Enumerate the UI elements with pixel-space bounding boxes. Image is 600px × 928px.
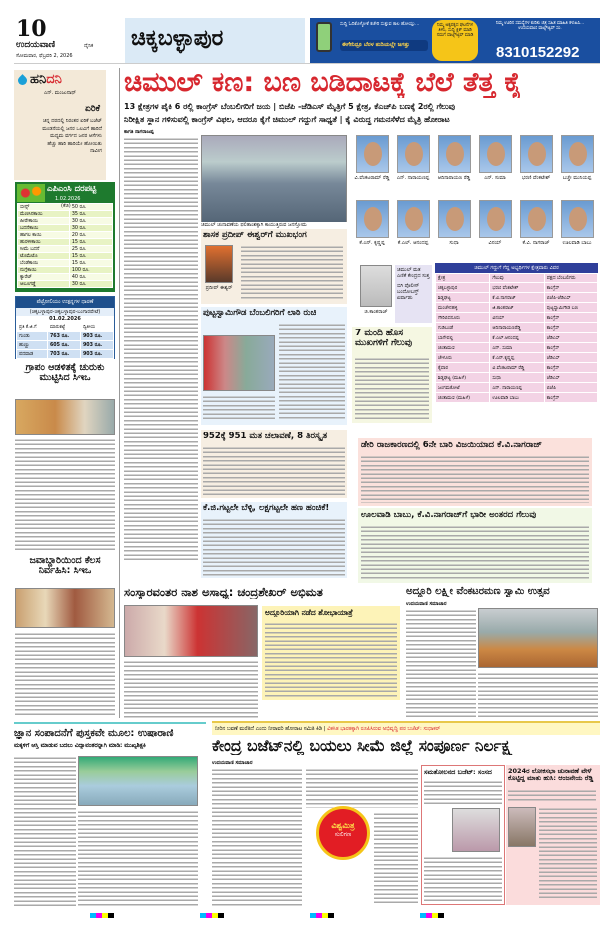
- results-cell: ಎನ್. ಸುಮಾ: [490, 343, 544, 353]
- bullet-item: ಬಿಗಿ ಪೊಲೀಸ್ ಬಂದೋಬಸ್ತ್ ಏರ್ಪಾಡು: [397, 283, 420, 301]
- results-cell: ಬಾಗೇಪಲ್ಲಿ: [436, 333, 490, 343]
- results-header: ಕ್ಷೇತ್ರ: [436, 274, 490, 283]
- results-cell: ಮಂಚೇನಹಳ್ಳಿ: [436, 303, 490, 313]
- winner-name: ಕೆ.ಎಲ್. ಆನಂದಪ್ಪ: [397, 240, 429, 246]
- winner-photo: [356, 135, 389, 173]
- apmc-table: [17, 203, 113, 288]
- crowd-photo-caption: ಚಿಮುಲ್ ಚುನಾವಣೆಯ ಫಲಿತಾಂಶಕ್ಕಾಗಿ ಕಾಯುತ್ತಿರುವ ಜನಸ್ತೋಮ: [201, 222, 347, 228]
- petrol-subtitle: (ಚಿಕ್ಕಬಳ್ಳಾಪುರ-ಚಿಕ್ಕಬಳ್ಳಾಪುರ-ಬಂಗಾರಪೇಟೆ): [29, 309, 101, 315]
- procession-box: [262, 606, 400, 700]
- apmc-date: 1.02.2026: [55, 196, 81, 202]
- winner-photo: [438, 135, 471, 173]
- winner-name: ಸುಧಾ: [449, 240, 459, 246]
- winner-photo: [561, 135, 594, 173]
- lead-headline: [124, 68, 522, 98]
- right-story2-body: [361, 455, 589, 503]
- petrol-header: ಪ್ರತಿ ಕೆ.ಜಿ.ಗೆ: [17, 323, 48, 332]
- results-cell: ಜೆಡಿಎಸ್: [544, 373, 597, 383]
- winner-name: ಎನ್. ನಾರಾಯಣಪ್ಪ: [396, 175, 430, 181]
- vegetable-price: 30 ರೂ.: [69, 281, 112, 288]
- budget-body: [212, 768, 302, 906]
- results-cell: ಕಾಂಗ್ರೆಸ್: [544, 313, 597, 323]
- vegetable-price: 25 ರೂ.: [69, 246, 112, 253]
- anjaneya-reddy-photo: [508, 807, 536, 847]
- left-story1-title: ಗ್ರಾಪಂ ಆಡಳಿತಕ್ಕೆ ಚುರುಕು ಮುಟ್ಟಿಸಿದ ಸಿಇಒ: [25, 363, 105, 384]
- anjaneya-reddy-box: [506, 765, 600, 905]
- budget-byline: ಉದಯವಾಣಿ ಸಮಾಚಾರ: [212, 760, 253, 766]
- right-story1-body: [355, 357, 429, 419]
- edition-tag: ದೈನಿಕ: [84, 43, 94, 49]
- results-cell: ಕೆ.ಎನ್.ಕೃಷ್ಣಪ್ಪ: [490, 353, 544, 363]
- results-row: [436, 323, 598, 333]
- author: ಎನ್. ಮಂಜುನಾಥ್: [44, 90, 77, 96]
- results-cell: ಕಾಂಗ್ರೆಸ್: [544, 323, 597, 333]
- center-story1: [201, 229, 347, 304]
- apmc-row: [18, 260, 113, 267]
- winner-photo: [520, 135, 553, 173]
- ceo-meeting-photo: [15, 399, 115, 435]
- middle-story2-body-2: [478, 672, 598, 718]
- vegetable-name: ಟೊಮೆಟೊ: [18, 253, 70, 260]
- lead-headline-main: ಚಿಮುಲ್ ಕಣ: ಬಣ ಬಡಿದಾಟಕ್ಕೆ ಬೆಲೆ ತೆತ್ತ: [124, 68, 505, 98]
- vegetable-name: ಕ್ಯಾರೆಟ್: [18, 274, 70, 281]
- winner-photo: [561, 200, 594, 238]
- vegetable-name: ಹಾಗಲ ಕಾಯಿ: [18, 232, 70, 239]
- petrol-cell: 903 ರೂ.: [80, 332, 113, 341]
- budget-strap: [212, 721, 600, 735]
- vegetable-price: 20 ರೂ.: [69, 232, 112, 239]
- vegetable-name: ಬದನೆಕಾಯಿ: [18, 225, 70, 232]
- lead-byline: ಕಾಗತಿ ನಾಗರಾಜಪ್ಪ: [124, 129, 154, 135]
- ad-right-text: ನಿಮ್ಮ ಊರಿನ ಸಮಸ್ಯೆಗಳ ಕುರಿತು ಚಿತ್ರ ಸಹಿತ ಮಾಹಿತಿ ಕಳುಹಿಸಿ... ಉದಯವಾಣಿ ವಾಟ್ಸ್ಆ್ಯಪ್ ಸಂ.: [495, 21, 585, 31]
- brand-b: ದನಿ: [46, 72, 62, 87]
- pradeep-eshwar-photo: [205, 245, 233, 283]
- vishwamitra-badge: [316, 806, 370, 860]
- students-photo: [78, 756, 198, 806]
- vegetable-name: ಹೀರೇಕಾಯಿ: [18, 218, 70, 225]
- vegetable-price: 50 ರೂ.: [69, 204, 112, 211]
- vegetable-name: ಸೀಮೆ ಬದನೆ: [18, 246, 70, 253]
- results-table: [435, 263, 598, 403]
- results-cell: ಚಿಕ್ಕಬಳ್ಳಾಪುರ: [436, 283, 490, 293]
- results-cell: ಕೈವಾರ: [436, 363, 490, 373]
- poem-body: ಚಿನ್ನ ದರದಲ್ಲಿ ನಿರಂತರ ಏರಿಕೆ ಬಜೆಟ್ ಮಂಡನೆಯಲ್ಲಿ ಜನರ ಒಲವಿಗೆ ಹಾರಿದೆ ಮಧ್ಯಮ ವರ್ಗದ ಜನರ ಆಸೆಗಳು ಹೆಚ್ಚು ಹಾರಿ ಹಾರಿಯೇ ಹೋಯಿತು ನಾವೀಗ: [42, 118, 102, 154]
- procession-box-body: [265, 622, 397, 698]
- color-registration-bar: [90, 913, 510, 918]
- column-rule: [119, 68, 120, 718]
- anjaneya-reddy-body-2: [539, 807, 597, 901]
- vegetables-image: [17, 184, 45, 202]
- winner-name: ವಿ.ವೆಂಕಟರಾಮ್ ರೆಡ್ಡಿ: [354, 175, 390, 181]
- winner-photo: [397, 200, 430, 238]
- bottom-left-subtitle: ಮಕ್ಕಳಿಗೆ ಆಸ್ತಿ ಮಾಡುವ ಬದಲು ವಿದ್ಯಾವಂತರನ್ನಾಗಿ ಮಾಡಿ: ಮುಖ್ಯಶಿಕ್ಷಕಿ: [14, 743, 146, 749]
- vegetable-name: ನುಗ್ಗೆಕಾಯಿ: [18, 267, 70, 274]
- petrol-cell: 903 ರೂ.: [80, 341, 113, 350]
- right-story3-body: [361, 525, 589, 580]
- results-cell: ಶಿಡ್ಲಘಟ್ಟ (ಮಹಿಳೆ): [436, 373, 490, 383]
- winner-photo: [479, 200, 512, 238]
- police-lathi-photo: [203, 335, 275, 391]
- vegetable-name: ಹುರಳೀಕಾಯಿ: [18, 239, 70, 246]
- results-row: [436, 303, 598, 313]
- results-row: [436, 383, 598, 393]
- results-cell: ವಿನಯ್: [490, 313, 544, 323]
- petrol-header: ದ್ವಿತೀಯ: [80, 323, 113, 332]
- lead-subhead1: 13 ಕ್ಷೇತ್ರಗಳ ಪೈಕಿ 6 ರಲ್ಲಿ ಕಾಂಗ್ರೆಸ್ ಬೆಂಬಲಿಗರಿಗೆ ಜಯ | ಬಿಜೆಪಿ -ಜೆಡಿಎಸ್ ಮೈತ್ರಿಗೆ 5 ಕ್ಷೇತ್ರ, ಕೆಎಚ್‌ಪಿ ಬಣಕ್ಕೆ 2ರಲ್ಲಿ ಗೆಲುವು: [124, 103, 456, 111]
- results-row: [436, 393, 598, 403]
- results-cell: ಸುಧಾ: [490, 373, 544, 383]
- winner-photo: [356, 200, 389, 238]
- hani-dani-column: [14, 70, 106, 180]
- right-story1: [352, 327, 432, 423]
- results-cell: ಗುಡಿಬಂಡೆ: [436, 323, 490, 333]
- petrol-date: 01.02.2026: [16, 316, 114, 322]
- winner-name: ಎನ್. ಸುಮಾ: [484, 175, 506, 181]
- apmc-row: [18, 225, 113, 232]
- right-story3: [358, 508, 592, 583]
- winner-photo: [438, 200, 471, 238]
- petrol-cell: 763 ರೂ.: [47, 332, 80, 341]
- apmc-row: [18, 274, 113, 281]
- strap-text: ನೀರಿನ ಬವಣೆ ಮರೆತಿದೆ ಎಂದು ನೀರಾವರಿ ಹೋರಾಟ ಸಮಿತಿ ಕಿಡಿ |: [215, 726, 328, 732]
- lead-subhead2: ನಿರೀಕ್ಷಿತ ಸ್ಥಾನ ಗಳಿಸುವಲ್ಲಿ ಕಾಂಗ್ರೆಸ್ ವಿಫಲ, ಆದರೂ ಕೈಗೆ ಚಿಮುಲ್ ಗದ್ದುಗೆ ಸಾಧ್ಯತೆ | ಕೈ ವಿರುದ್ಧ ಗಮನಸೆಳೆದ ಮೈತ್ರಿ ಹೋರಾಟ: [124, 116, 450, 124]
- winner-photo: [479, 135, 512, 173]
- results-cell: ಭರಣಿ ವೆಂಕಟೇಶ್: [490, 283, 544, 293]
- balanced-budget-body-2: [424, 856, 502, 902]
- kantharaj-photo: [360, 265, 392, 307]
- apmc-row: [18, 239, 113, 246]
- apmc-row: [18, 253, 113, 260]
- results-cell: ಆದಿನಾರಾಯಣರೆಡ್ಡಿ: [490, 323, 544, 333]
- lead-headline-accent: ಕೈ: [504, 68, 523, 98]
- results-row: [436, 333, 598, 343]
- center-story2-body-2: [203, 395, 275, 421]
- crowd-photo: [201, 135, 347, 223]
- budget-main-title: ಕೇಂದ್ರ ಬಜೆಟ್‌ನಲ್ಲಿ ಬಯಲು ಸೀಮೆ ಜಿಲ್ಲೆ ಸಂಪೂರ್ಣ ನಿರ್ಲಕ್ಷ್ಯ: [212, 738, 513, 755]
- vegetable-price: 15 ರೂ.: [69, 253, 112, 260]
- results-cell: ಕಾಂಗ್ರೆಸ್: [544, 363, 597, 373]
- center-story4-body: [203, 518, 345, 576]
- winner-name: ವಿನಯ್: [488, 240, 502, 246]
- results-cell: ಚಿಂತಾಮಣಿ: [436, 343, 490, 353]
- ad-line1: ಸುದ್ದಿ ಓದಿಕೊಳ್ಳೋಕೆ ಕಚೇರಿ ಸುತ್ತುವ ಕಾಲ ಹೋಯ್ತು...: [340, 22, 420, 27]
- center-story3-title: 952ಕ್ಕೆ 951 ಮತ ಚಲಾವಣೆ, 8 ತಿರಸ್ಕೃತ: [203, 432, 328, 441]
- right-story3-title: ಊಲವಾಡಿ ಬಾಬು, ಕೆ.ವಿ.ನಾಗರಾಜ್‌ಗೆ ಭಾರೀ ಅಂತರದ ಗೆಲುವು: [361, 511, 537, 520]
- petrol-row: [17, 350, 114, 359]
- page-header: [14, 18, 600, 64]
- left-story1-body: [15, 438, 115, 553]
- results-header: ಪಕ್ಷದ ಬೆಂಬಲಿಗರು: [544, 274, 597, 283]
- middle-story2-byline: ಉದಯವಾಣಿ ಸಮಾಚಾರ: [406, 601, 447, 607]
- center-story4-title: ಕೆ.ಜಿ.ಗಟ್ಟಲೇ ಬೆಳ್ಳಿ, ಲಕ್ಷಗಟ್ಟಲೇ ಹಣ ಹಂಚಿಕೆ!: [203, 504, 330, 513]
- bottom-left-title: ಜ್ಞಾನ ಸಂಪಾದನೆಗೆ ಪುಸ್ತಕವೇ ಮೂಲ: ಉಷಾರಾಣಿ: [14, 728, 174, 739]
- center-story1-body: [241, 245, 343, 301]
- vegetable-price: 15 ರೂ.: [69, 239, 112, 246]
- vegetable-name: ಬೀನ್ಸ್: [18, 204, 70, 211]
- results-cell: ಬಿಜೆಪಿ: [544, 383, 597, 393]
- results-cell: ಚಿಂತಾಮಣಿ (ಮಹಿಳೆ): [436, 393, 490, 403]
- apmc-row: [18, 281, 113, 288]
- vegetable-price: 30 ರೂ.: [69, 218, 112, 225]
- apmc-row: [18, 246, 113, 253]
- center-story2: [201, 307, 347, 425]
- phone-icon: [316, 22, 332, 52]
- badge-line2: ಸುಲಿಗಣ: [334, 831, 352, 838]
- kantharaj-caption: ಜಿ.ಕಾಂತರಾಜ್: [364, 309, 388, 315]
- vegetable-price: 35 ರೂ.: [69, 211, 112, 218]
- whatsapp-ad[interactable]: [310, 18, 600, 63]
- vegetable-name: ಬೆಂಡೆಕಾಯಿ: [18, 260, 70, 267]
- petrol-cell: ಗುಂಡು: [17, 332, 48, 341]
- left-story2-title: ಜವಾಬ್ದಾರಿಯಿಂದ ಕೆಲಸ ನಿರ್ವಹಿಸಿ: ಸಿಇಒ: [29, 556, 101, 577]
- vegetable-price: 40 ರೂ.: [69, 274, 112, 281]
- drop-icon: [16, 74, 29, 87]
- results-cell: ಕೆ.ಎಲ್.ಆನಂದಪ್ಪ: [490, 333, 544, 343]
- apmc-row: [18, 211, 113, 218]
- unit-label: (ಕೆಜಿ): [61, 203, 71, 209]
- vegetable-price: 30 ರೂ.: [69, 225, 112, 232]
- results-cell: ಜಿ.ಕಾಂತರಾಜ್: [490, 303, 544, 313]
- results-row: [436, 343, 598, 353]
- section-title: ಚಿಕ್ಕಬಳ್ಳಾಪುರ: [131, 26, 224, 51]
- mp-photo: [452, 808, 500, 852]
- bottom-left-body-2: [78, 810, 198, 906]
- results-cell: ಕಾಂಗ್ರೆಸ್: [544, 283, 597, 293]
- vegetable-name: ಆಲೂಗಡ್ಡೆ: [18, 281, 70, 288]
- winners-gallery: [352, 133, 600, 263]
- results-cell: ಜಂಗಮಕೋಟೆ: [436, 383, 490, 393]
- police-bullets: [395, 265, 432, 323]
- center-story2-body: [279, 323, 345, 421]
- right-story1-title: 7 ಮಂದಿ ಹೊಸ ಮುಖಗಳಿಗೆ ಗೆಲುವು: [355, 329, 413, 348]
- balanced-budget-box: [421, 765, 505, 905]
- apmc-row: [18, 218, 113, 225]
- results-row: [436, 353, 598, 363]
- middle-story1-title: ಸಂಸ್ಕಾರವಂತರ ನಾಶ ಅಸಾಧ್ಯ: ಚಂದ್ರಶೇಖರ್ ಅಭಿಮತ: [124, 586, 323, 599]
- balanced-budget-body: [424, 780, 502, 806]
- apmc-row: [18, 267, 113, 274]
- results-cell: ಬಿಜೆಪಿ-ಜೆಡಿಎಸ್: [544, 293, 597, 303]
- temple-festival-photo: [478, 608, 598, 668]
- budget-body-3: [374, 812, 418, 906]
- petrol-header: ಮಾರುಕಟ್ಟೆ: [47, 323, 80, 332]
- middle-story2-title: ಅದ್ದೂರಿ ಲಕ್ಷ್ಮೀ ವೆಂಕಟರಮಣ ಸ್ವಾಮಿ ಉತ್ಸವ: [406, 586, 550, 597]
- center-story1-title: ಶಾಸಕ ಪ್ರದೀಪ್ ಈಶ್ವರ್‌ಗೆ ಮುಖಭಂಗ: [203, 231, 307, 240]
- section-rule-left: [14, 722, 206, 724]
- center-story3-body: [203, 446, 345, 496]
- petroleum-rates: [15, 296, 115, 359]
- middle-story2-body: [406, 609, 476, 719]
- results-table-title: ಚಿಮುಲ್ ಗದ್ದುಗೆ ಗೆದ್ದ ಅಭ್ಯರ್ಥಿಗಳ ಕ್ಷೇತ್ರವಾರು ವಿವರ: [435, 263, 598, 273]
- results-cell: ಗೌರಿಬಿದನೂರು: [436, 313, 490, 323]
- bottom-left-body: [14, 756, 76, 906]
- right-story2: [358, 438, 592, 506]
- apmc-rates: [15, 182, 115, 292]
- petrol-cell: 605 ರೂ.: [47, 341, 80, 350]
- results-row: [436, 363, 598, 373]
- winner-name: ಬಚ್ಚೇ ಮುನಿಯಪ್ಪ: [562, 175, 592, 181]
- results-row: [436, 293, 598, 303]
- results-cell: ಊಲವಾಡಿ ಬಾಬು: [490, 393, 544, 403]
- budget-body-2: [306, 768, 418, 808]
- date: ಸೋಮವಾರ, ಫೆಬ್ರವರಿ 2, 2026: [16, 53, 73, 59]
- paper-name: ಉದಯವಾಣಿ: [16, 40, 56, 50]
- winner-name: ಭರಣಿ ವೆಂಕಟೇಶ್: [521, 175, 551, 181]
- results-row: [436, 373, 598, 383]
- pradeep-eshwar-caption: ಪ್ರದೀಪ್ ಈಶ್ವರ್: [205, 285, 233, 291]
- results-row: [436, 283, 598, 293]
- anjaneya-reddy-title: 2024ರ ಲೋಕಸಭಾ ಚುನಾವಣೆ ವೇಳೆ ಕೊಟ್ಟಿದ್ದ ಮಾತು ಹುಸಿ: ಆಂಜನೇಯ ರೆಡ್ಡಿ: [508, 768, 594, 783]
- ceo-visit-photo: [15, 588, 115, 628]
- petrol-cell: ಪದವಾಡ: [17, 350, 48, 359]
- vegetable-name: ಮೆಣಸಿನಕಾಯಿ: [18, 211, 70, 218]
- winner-name: ಊಲವಾಡಿ ಬಾಬು: [562, 240, 592, 246]
- results-cell: ಚೇಳೂರು: [436, 353, 490, 363]
- winner-name: ಕೆ.ಎನ್. ಕೃಷ್ಣಪ್ಪ: [359, 240, 385, 246]
- results-cell: ಕೆ.ವಿ.ನಾಗರಾಜ್: [490, 293, 544, 303]
- left-story2-body: [15, 632, 115, 717]
- page-number: 10: [16, 16, 47, 42]
- petrol-row: [17, 332, 114, 341]
- center-story2-title: ಪುಟ್ಟಸ್ವಾಮಿಗೌಡ ಬೆಂಬಲಿಗರಿಗೆ ಲಾಠಿ ರುಚಿ: [203, 309, 317, 318]
- balanced-budget-title: ಸಮತೋಲನದ ಬಜೆಟ್: ಸಂಸದ: [424, 769, 492, 776]
- petrol-title: ಪೆಟ್ರೋಲಿಯಂ ಉತ್ಪನ್ನಗಳ ಧಾರಣೆ: [16, 297, 114, 308]
- results-cell: ಪುಟ್ಟಸ್ವಾಮಿಗೌಡ ಬಣ: [544, 303, 597, 313]
- winner-name: ಆದಿನಾರಾಯಣ ರೆಡ್ಡಿ: [437, 175, 471, 181]
- petrol-row: [17, 341, 114, 350]
- center-story3: [201, 430, 347, 498]
- apmc-title: ಎಪಿಎಂಸಿ ದರಪಟ್ಟಿ: [47, 184, 97, 194]
- apmc-row: [18, 232, 113, 239]
- winner-photo: [397, 135, 430, 173]
- vegetable-price: 15 ರೂ.: [69, 260, 112, 267]
- right-story2-title: ಡೇರಿ ರಾಜಕಾರಣದಲ್ಲಿ 6ನೇ ಬಾರಿ ವಿಜಯಿಯಾದ ಕೆ.ವಿ.ನಾಗರಾಜ್: [361, 441, 542, 450]
- ad-line2: ಈಗೇನಿದ್ರೂ ಬೆರಳ ತುದಿಯಲ್ಲೇ ಜಗತ್ತು: [340, 40, 428, 51]
- ad-phone-number[interactable]: 8310152292: [496, 44, 580, 61]
- ad-bubble: ನಿಮ್ಮ ಅಕ್ಕಪಕ್ಕದ ಘಟನೆಗಳ ತಿಳಿಸಿ, ಸುದ್ದಿ ಕ್ಲಿಕ್ ಮಾಡಿ ನಮಗೆ ವಾಟ್ಸ್ಆ್ಯಪ್ ಮಾಡಿ: [432, 20, 478, 61]
- results-cell: ಜೆಡಿಎಸ್: [544, 333, 597, 343]
- brand-a: ಹನಿ: [30, 72, 47, 87]
- results-header-row: [436, 274, 598, 283]
- results-cell: ಎನ್. ನಾರಾಯಣಪ್ಪ: [490, 383, 544, 393]
- hani-dani-brand: [30, 72, 62, 87]
- center-story4: [201, 502, 347, 578]
- procession-box-title: ಅದ್ದೂರಿಯಾಗಿ ನಡೆದ ಶೋಭಾಯಾತ್ರೆ: [265, 609, 353, 617]
- results-cell: ವಿ.ವೆಂಕಟರಾಮ್ ರೆಡ್ಡಿ: [490, 363, 544, 373]
- petrol-cell: 703 ರೂ.: [47, 350, 80, 359]
- results-cell: ಶಿಡ್ಲಘಟ್ಟ: [436, 293, 490, 303]
- results-cell: ಕಾಂಗ್ರೆಸ್: [544, 393, 597, 403]
- petrol-cell: 903 ರೂ.: [80, 350, 113, 359]
- strap-text-red: ವಿಕಸಿತ ಭಾರತಕ್ಕಾಗಿ ರೂಪಿಸಿರುವ ಅಭಿವೃದ್ಧಿ ಪರ ಬಜೆಟ್: ಸುಧಾಕರ್: [327, 726, 441, 732]
- felicitation-photo: [124, 605, 258, 657]
- winner-name: ಕೆ.ವಿ. ನಾಗರಾಜ್: [522, 240, 550, 246]
- petrol-header-row: [17, 323, 114, 332]
- badge-line1: ವಿಶ್ವಮಿತ್ರ: [331, 821, 355, 830]
- results-header: ಗೆಲುವು: [490, 274, 544, 283]
- results-cell: ಕಾಂಗ್ರೆಸ್: [544, 343, 597, 353]
- bullet-item: ಚಿಮುಲ್ ಮತ ಎಣಿಕೆ ಕೇಂದ್ರದ ಸುತ್ತ: [397, 267, 430, 279]
- results-row: [436, 313, 598, 323]
- vegetable-price: 100 ರೂ.: [69, 267, 112, 274]
- section-masthead: [125, 18, 305, 63]
- lead-body: [124, 137, 198, 562]
- winner-photo: [520, 200, 553, 238]
- poem-title: ಏರಿಕೆ: [85, 104, 100, 114]
- results-cell: ಜೆಡಿಎಸ್: [544, 353, 597, 363]
- petrol-cell: ಹುಣ್ಣು: [17, 341, 48, 350]
- anjaneya-reddy-body: [508, 789, 596, 803]
- middle-story1-body: [124, 660, 258, 718]
